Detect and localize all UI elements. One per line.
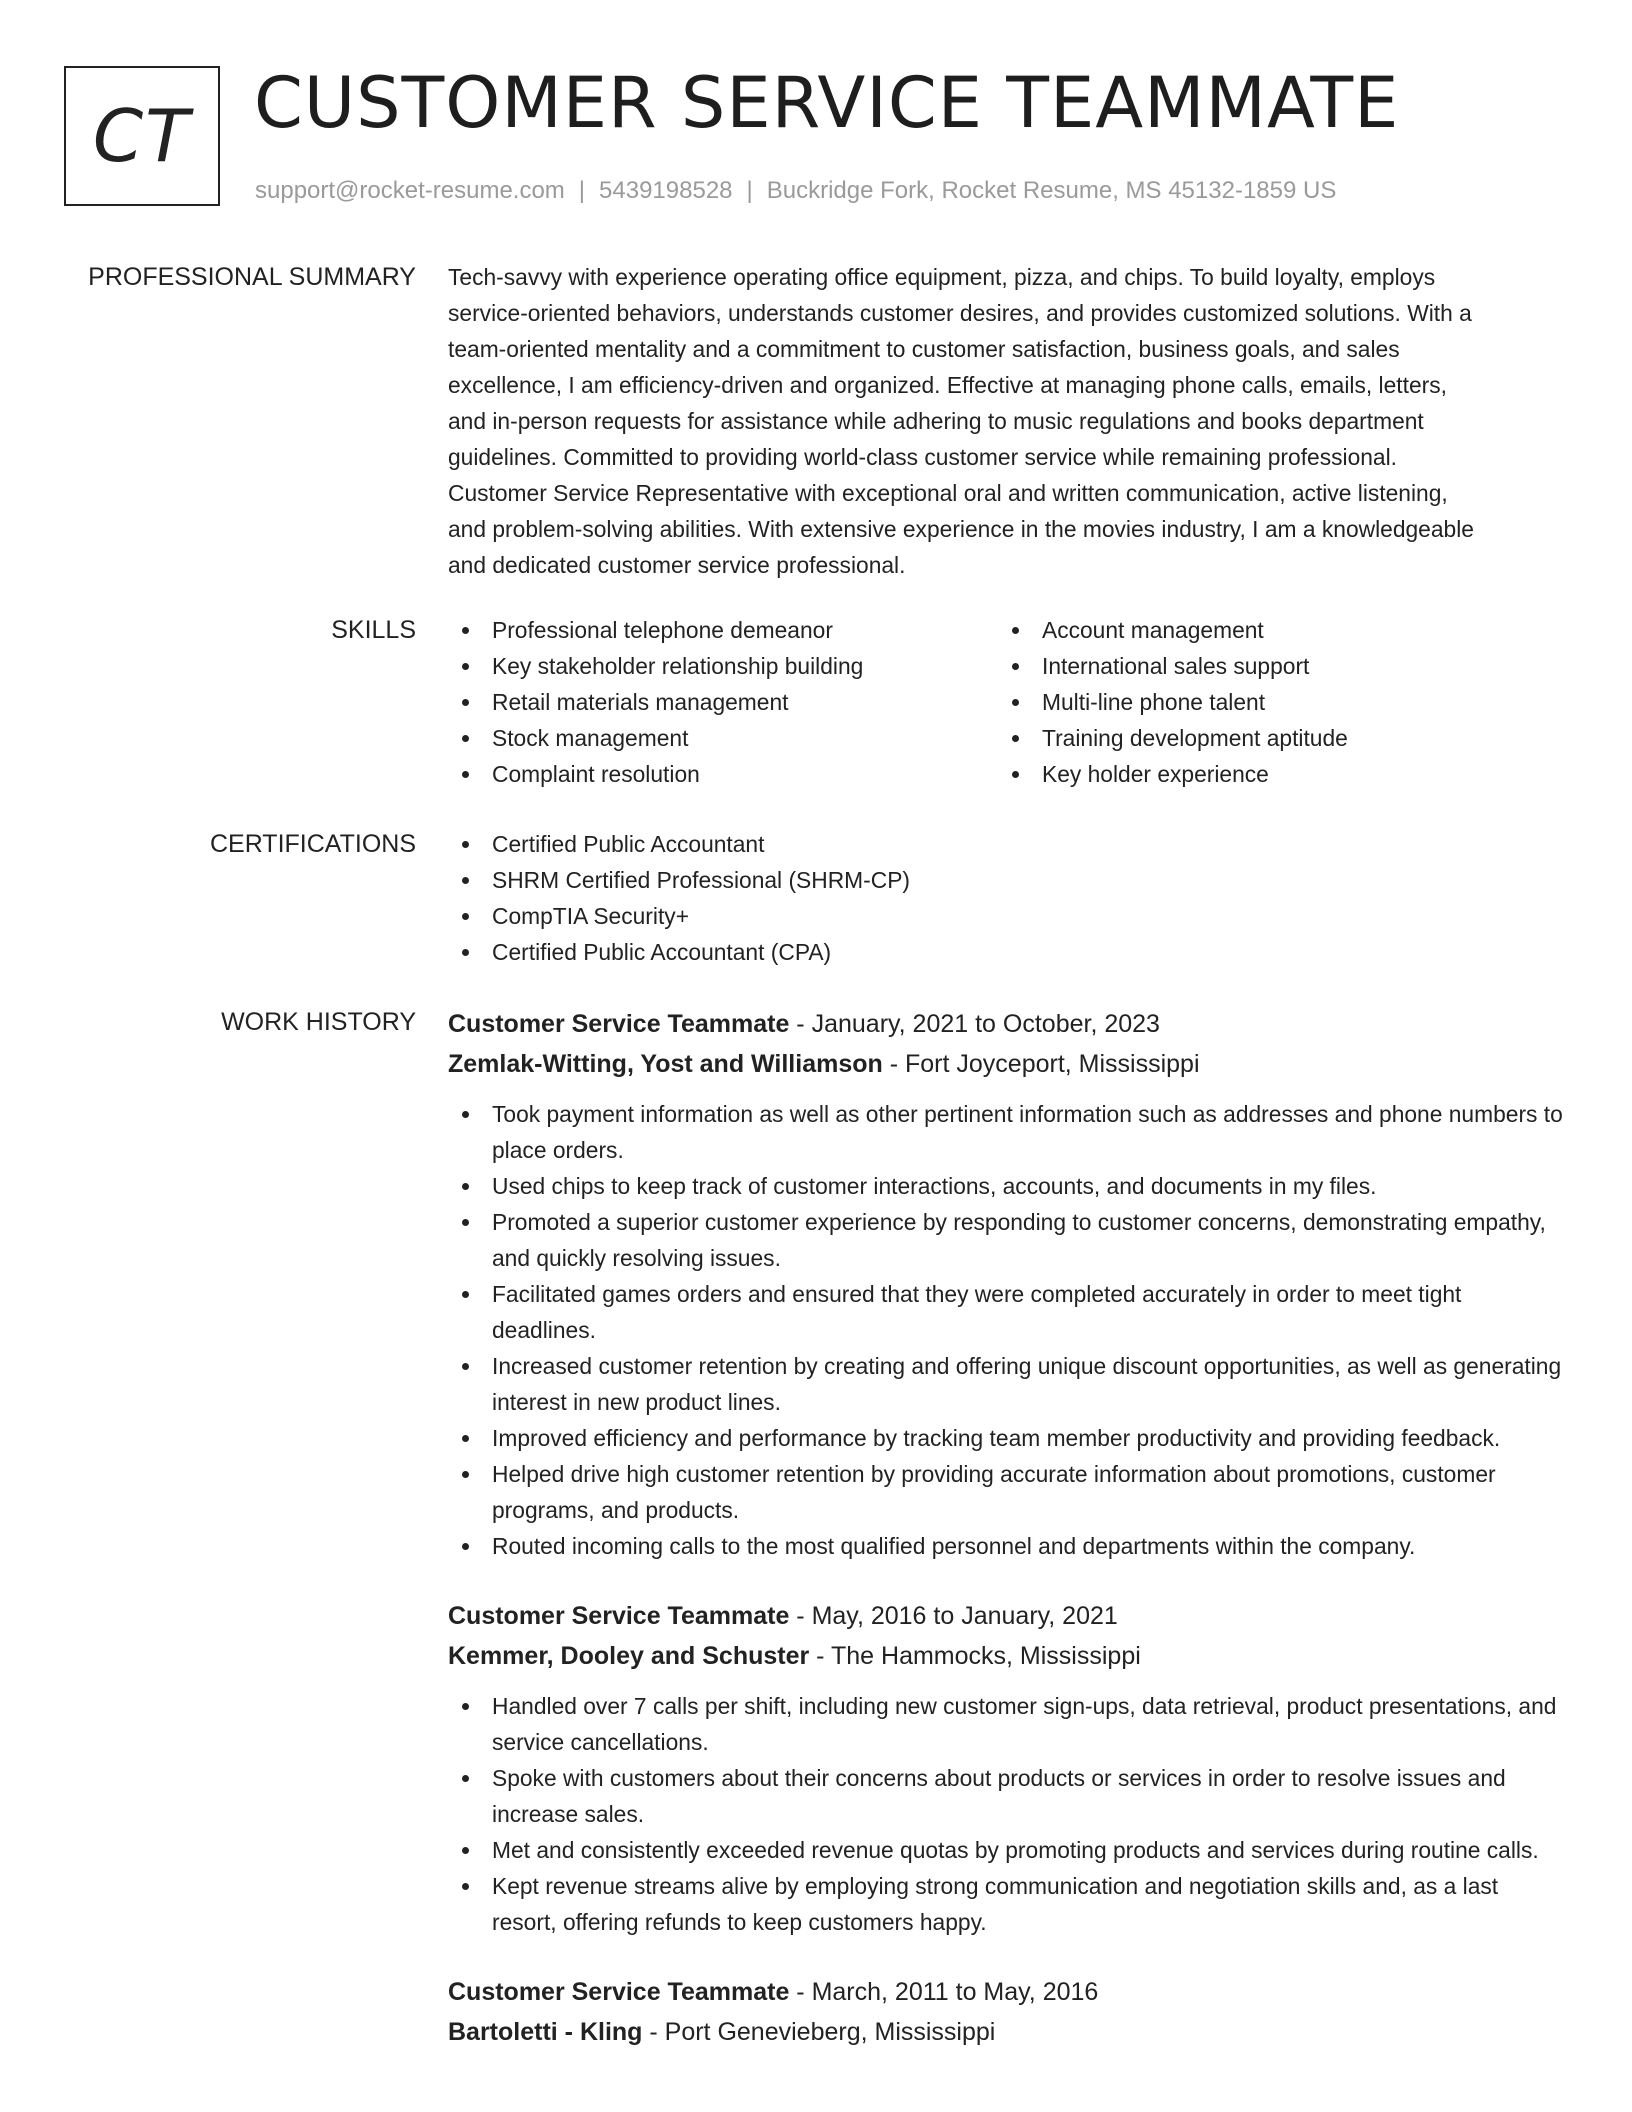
job-title-line <box>448 1004 1568 1044</box>
job-duty-item: Improved efficiency and performance by tracking team member productivity and providing feedback. <box>448 1420 1568 1456</box>
job-location: - Fort Joyceport, Mississippi <box>882 1050 1200 1078</box>
job-title-line <box>448 1972 1568 2012</box>
summary-line: and in-person requests for assistance while adhering to music regulations and books department <box>448 408 1424 434</box>
monogram-initials: CT <box>64 66 220 206</box>
job-title-line <box>448 1596 1568 1636</box>
certifications-list <box>448 826 1568 970</box>
skill-item: Professional telephone demeanor <box>448 612 998 648</box>
job-entry <box>448 1596 1568 1940</box>
job-duty-item: Used chips to keep track of customer interactions, accounts, and documents in my files. <box>448 1168 1568 1204</box>
section-label-certifications: CERTIFICATIONS <box>209 830 416 858</box>
certification-item: SHRM Certified Professional (SHRM-CP) <box>448 862 1568 898</box>
skill-item: Key stakeholder relationship building <box>448 648 998 684</box>
job-duty-item: Promoted a superior customer experience by responding to customer concerns, demonstrating empathy, and quickly resolving issues. <box>448 1204 1568 1276</box>
contact-address: Buckridge Fork, Rocket Resume, MS 45132-1859 US <box>766 177 1337 204</box>
skill-item: Training development aptitude <box>998 720 1548 756</box>
skill-item: Key holder experience <box>998 756 1548 792</box>
job-duties-list <box>448 1096 1568 1564</box>
job-company-line <box>448 1636 1568 1676</box>
certification-item: Certified Public Accountant (CPA) <box>448 934 1568 970</box>
skills-list-right <box>998 612 1548 792</box>
job-duties-list <box>448 1688 1568 1940</box>
skills-columns <box>448 612 1568 792</box>
summary-line: and dedicated customer service professional. <box>448 552 906 578</box>
job-duty-item: Spoke with customers about their concerns about products or services in order to resolve issues and increase sales. <box>448 1760 1568 1832</box>
summary-text <box>448 259 1568 583</box>
section-label-summary: PROFESSIONAL SUMMARY <box>88 263 416 291</box>
job-duty-item: Increased customer retention by creating and offering unique discount opportunities, as well as generating interest in new product lines. <box>448 1348 1568 1420</box>
summary-body <box>448 259 1568 583</box>
certifications-body <box>448 826 1568 970</box>
work-history-body <box>448 1004 1568 2052</box>
summary-line: service-oriented behaviors, understands customer desires, and provides customized solutions. With a <box>448 300 1472 326</box>
job-dates: - January, 2021 to October, 2023 <box>789 1010 1160 1038</box>
skill-item: Retail materials management <box>448 684 998 720</box>
job-entry <box>448 1972 1568 2052</box>
section-label-work-history: WORK HISTORY <box>221 1008 416 1036</box>
job-duty-item: Kept revenue streams alive by employing strong communication and negotiation skills and, as a last resort, offering refunds to keep customers happy. <box>448 1868 1568 1940</box>
job-company-line <box>448 1044 1568 1084</box>
resume-name-title: CUSTOMER SERVICE TEAMMATE <box>254 62 1400 144</box>
job-duty-item: Helped drive high customer retention by providing accurate information about promotions, customer programs, and products. <box>448 1456 1568 1528</box>
summary-line: Customer Service Representative with exceptional oral and written communication, active listening, <box>448 480 1448 506</box>
skill-item: Stock management <box>448 720 998 756</box>
skill-item: International sales support <box>998 648 1548 684</box>
contact-separator: | <box>578 177 586 204</box>
job-location: - The Hammocks, Mississippi <box>809 1642 1141 1670</box>
job-duty-item: Met and consistently exceeded revenue quotas by promoting products and services during routine calls. <box>448 1832 1568 1868</box>
summary-line: and problem-solving abilities. With extensive experience in the movies industry, I am a knowledgeable <box>448 516 1474 542</box>
summary-line: excellence, I am efficiency-driven and organized. Effective at managing phone calls, emails, letters, <box>448 372 1447 398</box>
job-company: Kemmer, Dooley and Schuster <box>448 1642 810 1670</box>
job-company: Bartoletti - Kling <box>448 2018 643 2046</box>
certification-item: Certified Public Accountant <box>448 826 1568 862</box>
job-title: Customer Service Teammate <box>448 1602 790 1630</box>
job-duty-item: Took payment information as well as other pertinent information such as addresses and phone numbers to place orders. <box>448 1096 1568 1168</box>
job-duty-item: Routed incoming calls to the most qualified personnel and departments within the company. <box>448 1528 1568 1564</box>
job-title: Customer Service Teammate <box>448 1978 790 2006</box>
summary-line: Tech-savvy with experience operating office equipment, pizza, and chips. To build loyalty, employs <box>448 264 1436 290</box>
contact-email[interactable]: support@rocket-resume.com <box>255 177 565 204</box>
skill-item: Complaint resolution <box>448 756 998 792</box>
job-company-line <box>448 2012 1568 2052</box>
summary-line: team-oriented mentality and a commitment to customer satisfaction, business goals, and sales <box>448 336 1400 362</box>
job-location: - Port Genevieberg, Mississippi <box>642 2018 996 2046</box>
job-title: Customer Service Teammate <box>448 1010 790 1038</box>
job-entry <box>448 1004 1568 1564</box>
job-dates: - March, 2011 to May, 2016 <box>789 1978 1099 2006</box>
section-label-skills: SKILLS <box>331 616 416 644</box>
skills-list-left <box>448 612 998 792</box>
job-duty-item: Facilitated games orders and ensured that they were completed accurately in order to meet tight deadlines. <box>448 1276 1568 1348</box>
job-company: Zemlak-Witting, Yost and Williamson <box>448 1050 883 1078</box>
summary-line: guidelines. Committed to providing world-class customer service while remaining professional. <box>448 444 1398 470</box>
contact-line <box>255 174 1336 208</box>
contact-separator: | <box>746 177 753 204</box>
contact-phone[interactable]: 5439198528 <box>599 177 733 204</box>
job-duty-item: Handled over 7 calls per shift, including new customer sign-ups, data retrieval, product presentations, and service cancellations. <box>448 1688 1568 1760</box>
skill-item: Account management <box>998 612 1548 648</box>
job-dates: - May, 2016 to January, 2021 <box>789 1602 1118 1630</box>
certification-item: CompTIA Security+ <box>448 898 1568 934</box>
skill-item: Multi-line phone talent <box>998 684 1548 720</box>
